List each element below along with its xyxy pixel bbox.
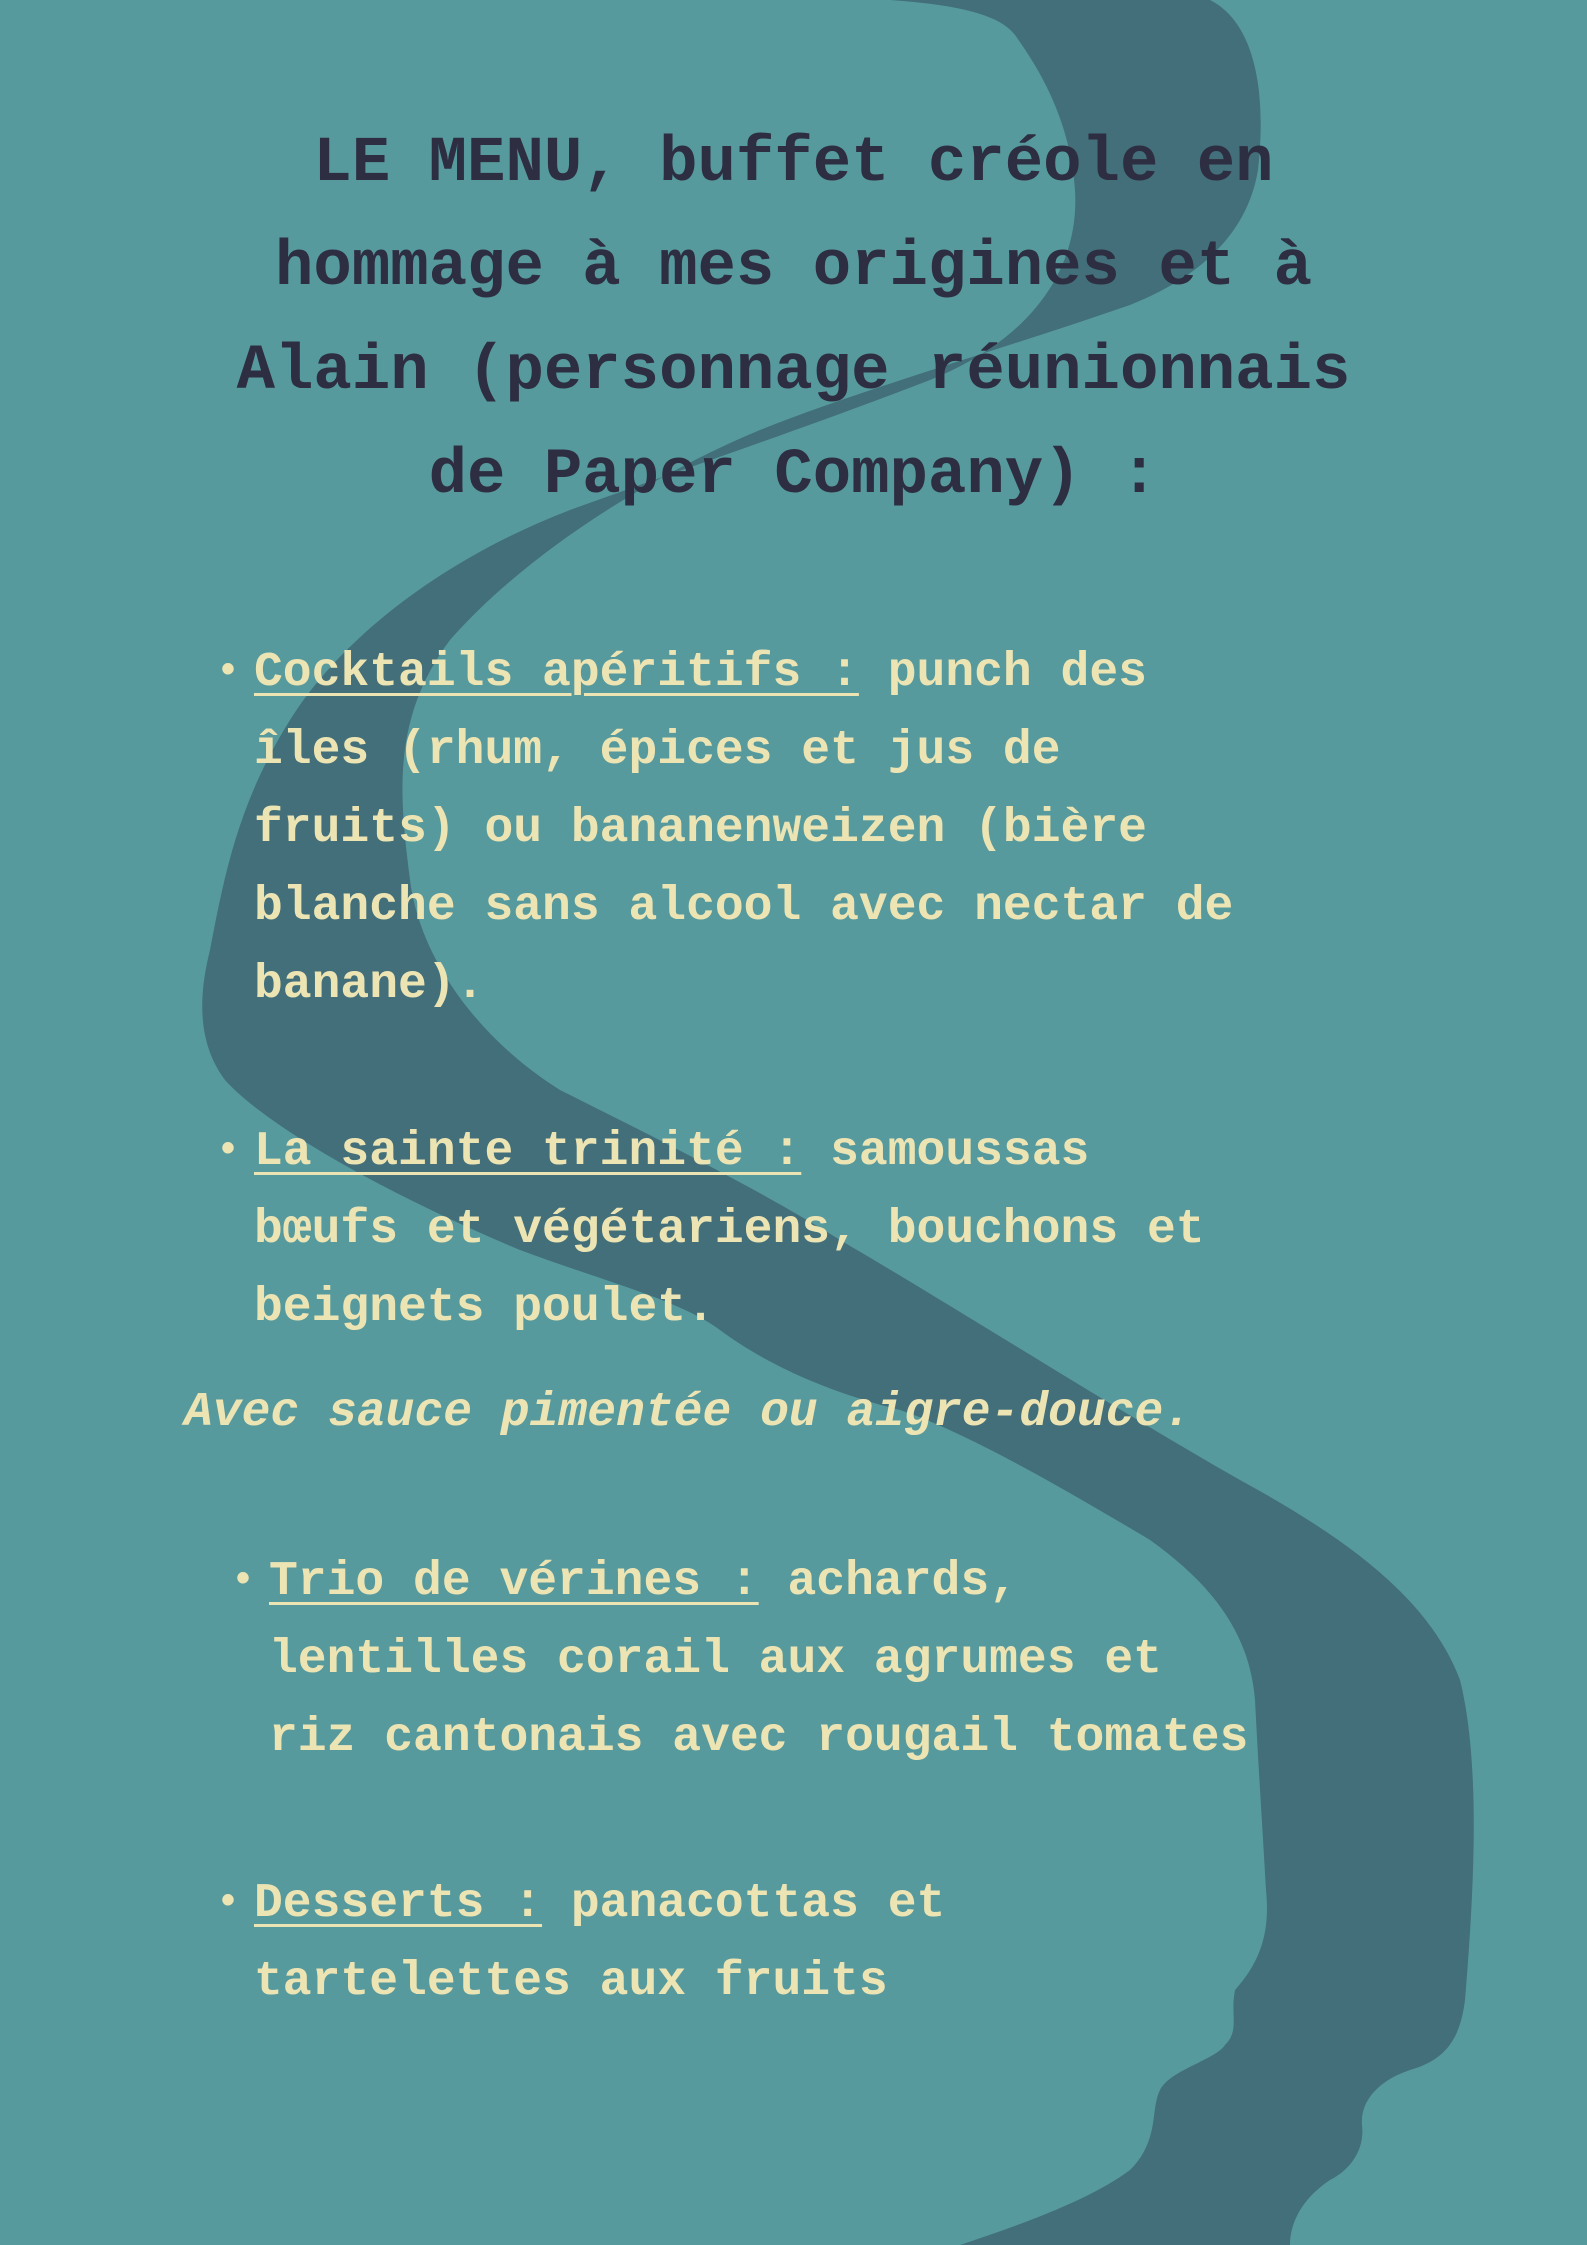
title-line: hommage à mes origines et à [275, 232, 1312, 304]
menu-item-trio-verines [231, 1543, 1499, 1777]
item-text: tartelettes aux fruits [254, 1955, 888, 2009]
item-text: îles (rhum, épices et jus de [254, 724, 1061, 778]
item-text: banane). [254, 958, 485, 1012]
item-text: lentilles corail aux agrumes et [269, 1633, 1162, 1687]
item-text: samoussas [801, 1125, 1090, 1179]
item-text: blanche sans alcool avec nectar de [254, 880, 1234, 934]
item-text: panacottas et [542, 1877, 946, 1931]
menu-title [100, 112, 1487, 528]
item-label: Cocktails apéritifs : [254, 646, 859, 700]
item-text: bœufs et végétariens, bouchons et [254, 1203, 1205, 1257]
menu-item-desserts [216, 1865, 1484, 2021]
item-label: Desserts : [254, 1877, 543, 1931]
item-text: riz cantonais avec rougail tomates [269, 1711, 1249, 1765]
item-text: beignets poulet. [254, 1281, 715, 1335]
item-label: La sainte trinité : [254, 1125, 802, 1179]
bullet-icon: • [216, 1129, 241, 1174]
item-text: fruits) ou bananenweizen (bière [254, 802, 1147, 856]
menu-item-cocktails [216, 634, 1484, 1024]
bullet-icon: • [231, 1559, 256, 1604]
title-line: de Paper Company) : [428, 440, 1159, 512]
menu-item-sainte-trinite [216, 1113, 1484, 1347]
title-line: LE MENU, buffet créole en [313, 128, 1274, 200]
title-line: Alain (personnage réunionnais [236, 336, 1351, 408]
sauce-note: Avec sauce pimentée ou aigre-douce. [184, 1386, 1193, 1440]
bullet-icon: • [216, 1881, 241, 1926]
bullet-icon: • [216, 650, 241, 695]
item-text: punch des [858, 646, 1147, 700]
item-text: achards, [758, 1555, 1018, 1609]
item-label: Trio de vérines : [269, 1555, 759, 1609]
